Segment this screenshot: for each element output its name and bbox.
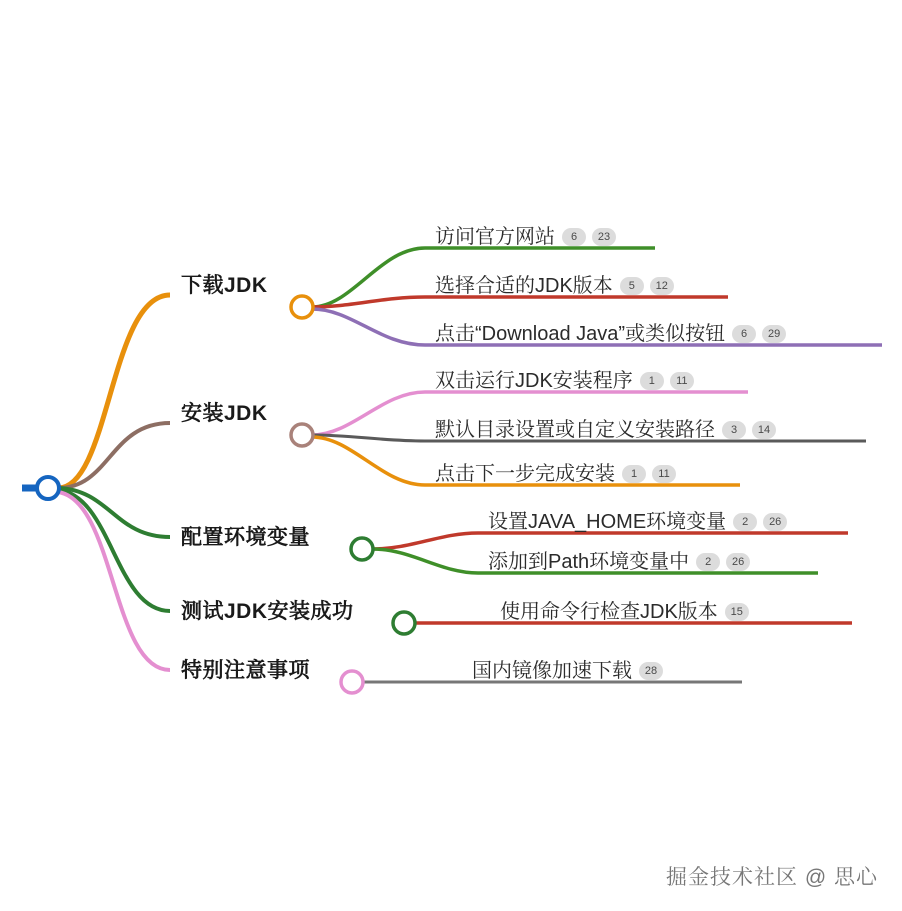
badge-count: 23	[592, 228, 616, 246]
branch-label-env: 配置环境变量	[181, 526, 310, 549]
leaf-label-set-java-home: 设置JAVA_HOME环境变量	[488, 511, 727, 533]
badge-count: 28	[639, 662, 663, 680]
leaf-label-click-download-java: 点击“Download Java”或类似按钮	[435, 323, 726, 345]
branch-node-download[interactable]	[181, 275, 268, 296]
badge-count: 11	[670, 372, 694, 390]
branch-node-install[interactable]	[181, 403, 268, 424]
branch-node-env[interactable]	[181, 527, 310, 548]
leaf-badges	[622, 465, 676, 483]
leaf-badges	[696, 553, 750, 571]
badge-count: 12	[650, 277, 674, 295]
leaf-badges	[725, 603, 749, 621]
leaf-badges	[732, 325, 786, 343]
branch-label-download: 下载JDK	[181, 274, 268, 297]
edge-env-child-2	[372, 549, 478, 573]
badge-count: 5	[620, 277, 644, 295]
leaf-node-add-to-path[interactable]	[488, 552, 750, 572]
edge-env-child-1	[372, 533, 478, 549]
node-dot-env[interactable]	[351, 538, 373, 560]
leaf-node-set-java-home[interactable]	[488, 512, 787, 532]
badge-count: 3	[722, 421, 746, 439]
leaf-label-install-path: 默认目录设置或自定义安装路径	[435, 419, 715, 441]
leaf-badges	[722, 421, 776, 439]
badge-count: 15	[725, 603, 749, 621]
badge-count: 2	[733, 513, 757, 531]
leaf-badges	[562, 228, 616, 246]
badge-count: 29	[762, 325, 786, 343]
edge-root-install	[58, 423, 170, 488]
leaf-badges	[639, 662, 663, 680]
branch-node-test[interactable]	[181, 601, 354, 622]
leaf-label-visit-official-site: 访问官方网站	[435, 226, 555, 248]
node-dot-notes[interactable]	[341, 671, 363, 693]
leaf-node-visit-official-site[interactable]	[435, 227, 616, 247]
badge-count: 26	[763, 513, 787, 531]
edge-root-test	[58, 490, 170, 611]
edge-install-child-3	[312, 437, 425, 485]
leaf-label-run-installer: 双击运行JDK安装程序	[435, 370, 633, 392]
leaf-node-domestic-mirror[interactable]	[472, 661, 663, 681]
leaf-badges	[620, 277, 674, 295]
node-dot-root[interactable]	[37, 477, 59, 499]
leaf-badges	[640, 372, 694, 390]
edge-download-child-2	[312, 297, 425, 307]
leaf-node-run-installer[interactable]	[435, 371, 694, 391]
edge-root-env	[58, 488, 170, 537]
badge-count: 14	[752, 421, 776, 439]
branch-label-install: 安装JDK	[181, 402, 268, 425]
badge-count: 6	[732, 325, 756, 343]
edge-root-notes	[58, 492, 170, 670]
edge-root-download	[58, 295, 170, 488]
watermark-text: 掘金技术社区 @ 思心	[666, 866, 878, 889]
node-dot-download[interactable]	[291, 296, 313, 318]
edge-install-child-1	[312, 392, 425, 435]
badge-count: 6	[562, 228, 586, 246]
leaf-label-check-version-cli: 使用命令行检查JDK版本	[500, 601, 718, 623]
leaf-node-choose-jdk-version[interactable]	[435, 276, 674, 296]
branch-label-test: 测试JDK安装成功	[181, 600, 354, 623]
edge-download-child-1	[312, 248, 425, 307]
branch-label-notes: 特别注意事项	[181, 659, 310, 682]
badge-count: 2	[696, 553, 720, 571]
leaf-node-next-finish[interactable]	[435, 464, 676, 484]
leaf-label-next-finish: 点击下一步完成安装	[435, 463, 615, 485]
badge-count: 1	[640, 372, 664, 390]
leaf-badges	[733, 513, 787, 531]
edge-download-child-3	[312, 309, 425, 345]
leaf-label-add-to-path: 添加到Path环境变量中	[488, 551, 690, 573]
node-dot-test[interactable]	[393, 612, 415, 634]
leaf-label-domestic-mirror: 国内镜像加速下载	[472, 660, 632, 682]
leaf-label-choose-jdk-version: 选择合适的JDK版本	[435, 275, 613, 297]
leaf-node-check-version-cli[interactable]	[500, 602, 749, 622]
edge-install-child-2	[312, 435, 425, 441]
branch-node-notes[interactable]	[181, 660, 310, 681]
node-dot-install[interactable]	[291, 424, 313, 446]
badge-count: 11	[652, 465, 676, 483]
badge-count: 1	[622, 465, 646, 483]
leaf-node-click-download-java[interactable]	[435, 324, 786, 344]
leaf-node-install-path[interactable]	[435, 420, 776, 440]
badge-count: 26	[726, 553, 750, 571]
